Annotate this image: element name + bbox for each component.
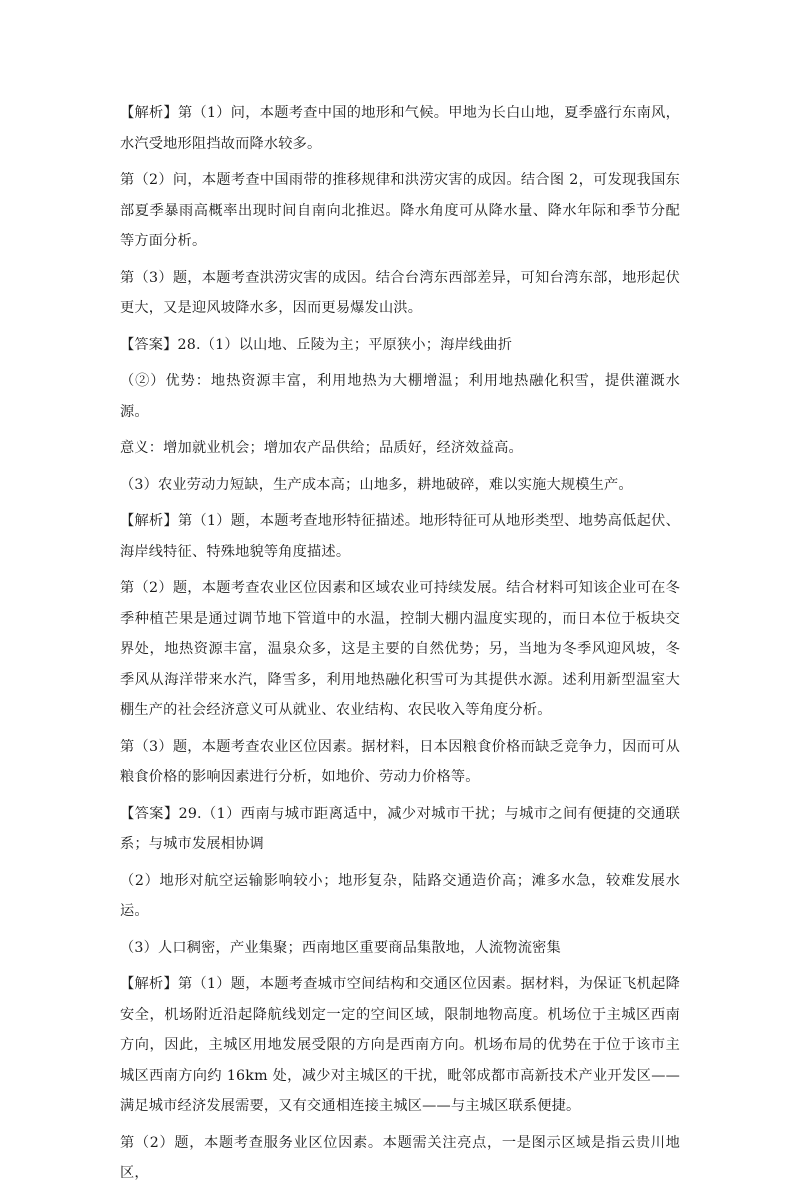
paragraph-analysis-q27-part2: 第（2）问，本题考查中国雨带的推移规律和洪涝灾害的成因。结合图 2，可发现我国东部夏季暴雨高概率出现时间自南向北推迟。降水角度可从降水量、降水年际和季节分配等方面分析。 — [120, 172, 680, 249]
paragraph-answer-q28-part1: 【答案】28.（1）以山地、丘陵为主；平原狭小；海岸线曲折 — [120, 336, 513, 353]
paragraph-analysis-q29-part1: 【解析】第（1）题，本题考查城市空间结构和交通区位因素。据材料，为保证飞机起降安全，机场附近沿起降航线划定一定的空间区域，限制地物高度。机场位于主城区西南方向，因此，主城区用地发展受限的方向是西南方向。机场布局的优势在于位于该市主城区西南方向约 16km 处，减少对主城区的干扰，毗邻成都市高新技术产业开发区——满足城市经济发展需要，又有交通相连接主城区——与主城区联系便捷。 — [120, 976, 680, 1114]
paragraph-analysis-q28-part3: 第（3）题，本题考查农业区位因素。据材料，日本因粮食价格而缺乏竞争力，因而可从粮食价格的影响因素进行分析，如地价、劳动力价格等。 — [120, 738, 680, 785]
paragraph-analysis-q29-part2: 第（2）题，本题考查服务业区位因素。本题需关注亮点，一是图示区域是指云贵川地区， — [120, 1134, 680, 1181]
paragraph-answer-q28-part3: （3）农业劳动力短缺，生产成本高；山地多，耕地破碎，难以实施大规模生产。 — [120, 476, 633, 493]
paragraph-answer-q29-part3: （3）人口稠密，产业集聚；西南地区重要商品集散地，人流物流密集 — [120, 939, 561, 956]
document-page — [120, 98, 680, 1195]
paragraph-answer-q28-part2: （②）优势：地热资源丰富，利用地热为大棚增温；利用地热融化积雪，提供灌溉水源。 — [120, 373, 680, 420]
paragraph-answer-q28-meaning: 意义：增加就业机会；增加农产品供给；品质好，经济效益高。 — [120, 440, 523, 456]
paragraph-analysis-q27-part3: 第（3）题，本题考查洪涝灾害的成因。结合台湾东西部差异，可知台湾东部，地形起伏更大，又是迎风坡降水多，因而更易爆发山洪。 — [120, 269, 680, 316]
paragraph-answer-q29-part1: 【答案】29.（1）西南与城市距离适中，减少对城市干扰；与城市之间有便捷的交通联系；与城市发展相协调 — [120, 805, 680, 852]
paragraph-analysis-q28-part2: 第（2）题，本题考查农业区位因素和区域农业可持续发展。结合材料可知该企业可在冬季种植芒果是通过调节地下管道中的水温，控制大棚内温度实现的，而日本位于板块交界处，地热资源丰富，温泉众多，这是主要的自然优势；另，当地为冬季风迎风坡，冬季风从海洋带来水汽，降雪多，利用地热融化积雪可为其提供水源。述利用新型温室大棚生产的社会经济意义可从就业、农业结构、农民收入等角度分析。 — [120, 580, 680, 718]
paragraph-analysis-q27-part1: 【解析】第（1）问，本题考查中国的地形和气候。甲地为长白山地，夏季盛行东南风，水汽受地形阻挡故而降水较多。 — [120, 105, 680, 152]
paragraph-answer-q29-part2: （2）地形对航空运输影响较小；地形复杂，陆路交通造价高；滩多水急，较难发展水运。 — [120, 872, 680, 919]
paragraph-analysis-q28-part1: 【解析】第（1）题，本题考查地形特征描述。地形特征可从地形类型、地势高低起伏、海岸线特征、特殊地貌等角度描述。 — [120, 513, 680, 560]
